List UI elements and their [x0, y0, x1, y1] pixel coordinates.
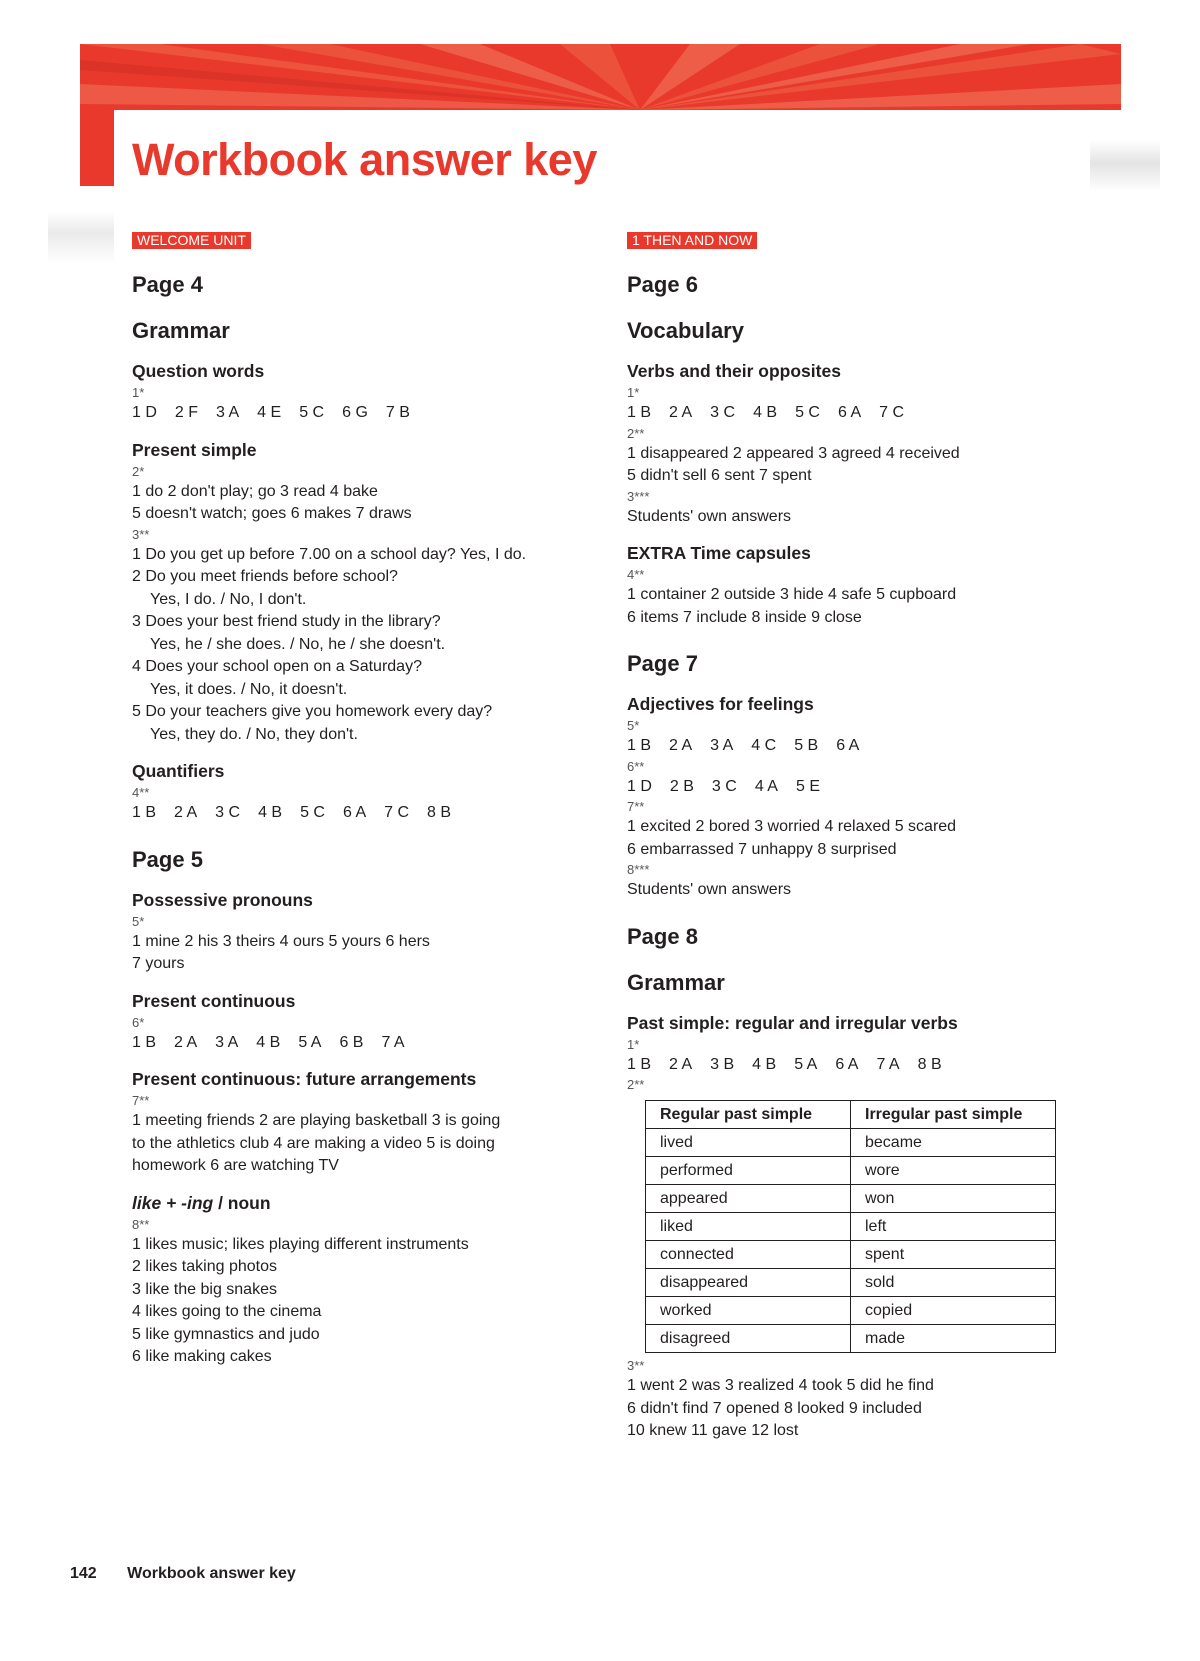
answer-line: 1 likes music; likes playing different instruments: [132, 1235, 469, 1253]
exercise-number: 8***: [627, 862, 650, 877]
table-cell: spent: [851, 1241, 1056, 1269]
answer-line: 4 likes going to the cinema: [132, 1303, 322, 1320]
right-column: [627, 232, 1097, 1443]
table-row: [646, 1297, 1056, 1325]
table-cell: performed: [646, 1157, 851, 1185]
page-heading-6: Page 6: [627, 272, 698, 297]
table-cell: disagreed: [646, 1325, 851, 1353]
exercise-number: 5*: [627, 718, 640, 733]
table-cell: appeared: [646, 1185, 851, 1213]
subheading-like-ing: like + -ing / noun: [132, 1192, 271, 1213]
answer-line: 5 didn't sell 6 sent 7 spent: [627, 467, 812, 484]
answer-line: 1 B 2 A 3 C 4 B 5 C 6 A 7 C 8 B: [132, 804, 452, 821]
answer-line: 1 B 2 A 3 C 4 B 5 C 6 A 7 C: [627, 404, 905, 421]
subheading-present-continuous: Present continuous: [132, 990, 296, 1011]
table-header: Regular past simple: [646, 1101, 851, 1129]
page-number: 142: [70, 1565, 97, 1582]
subheading-future-arrangements: Present continuous: future arrangements: [132, 1069, 477, 1089]
page-heading-5: Page 5: [132, 846, 203, 872]
table-row: [646, 1325, 1056, 1353]
table-cell: won: [851, 1185, 1056, 1213]
answer-line: 3 Does your best friend study in the library?: [132, 613, 441, 630]
table-header-row: [646, 1101, 1056, 1129]
answer-line: 1 D 2 B 3 C 4 A 5 E: [627, 777, 820, 795]
answer-line: 1 went 2 was 3 realized 4 took 5 did he find: [627, 1377, 934, 1394]
exercise-number: 1*: [132, 385, 145, 400]
table-row: [646, 1157, 1056, 1185]
subheading-quantifiers: Quantifiers: [132, 761, 225, 781]
unit-tag-welcome: WELCOME UNIT: [132, 232, 251, 249]
answer-line: 5 like gymnastics and judo: [132, 1325, 320, 1343]
answer-line: 1 container 2 outside 3 hide 4 safe 5 cupboard: [627, 586, 957, 603]
table-header: Irregular past simple: [851, 1101, 1056, 1129]
answer-line: 1 disappeared 2 appeared 3 agreed 4 received: [627, 444, 960, 462]
answer-line: 5 doesn't watch; goes 6 makes 7 draws: [132, 505, 412, 522]
subheading-present-simple: Present simple: [132, 439, 257, 460]
answer-line: homework 6 are watching TV: [132, 1157, 339, 1174]
exercise-number: 5*: [132, 913, 145, 929]
banner-rays: [80, 44, 1121, 110]
answer-line: Yes, he / she does. / No, he / she doesn't.: [150, 635, 446, 653]
answer-line: 6 embarrassed 7 unhappy 8 surprised: [627, 840, 897, 858]
answer-line: 1 D 2 F 3 A 4 E 5 C 6 G 7 B: [132, 404, 410, 421]
table-row: [646, 1213, 1056, 1241]
answer-line: 1 Do you get up before 7.00 on a school day? Yes, I do.: [132, 545, 527, 563]
answer-line: 4 Does your school open on a Saturday?: [132, 658, 422, 675]
exercise-number: 3**: [132, 526, 150, 542]
table-cell: left: [851, 1213, 1056, 1241]
subheading-question-words: Question words: [132, 361, 265, 381]
past-simple-table: [645, 1100, 1056, 1353]
subheading-possessive-pronouns: Possessive pronouns: [132, 889, 313, 910]
exercise-number: 7**: [627, 799, 645, 814]
table-cell: made: [851, 1325, 1056, 1353]
page-heading-8: Page 8: [627, 923, 698, 949]
exercise-number: 1*: [627, 1036, 640, 1052]
answer-line: Yes, I do. / No, I don't.: [150, 590, 307, 608]
exercise-number: 4**: [132, 785, 150, 800]
table-cell: disappeared: [646, 1269, 851, 1297]
answer-line: Yes, it does. / No, it doesn't.: [150, 680, 348, 698]
subheading-extra-time-capsules: EXTRA Time capsules: [627, 543, 811, 563]
table-cell: liked: [646, 1213, 851, 1241]
answer-line: 1 B 2 A 3 A 4 B 5 A 6 B 7 A: [132, 1033, 405, 1051]
page-curl-shadow-left: [48, 212, 114, 264]
exercise-number: 3***: [627, 488, 650, 504]
table-cell: copied: [851, 1297, 1056, 1325]
answer-line: 1 B 2 A 3 B 4 B 5 A 6 A 7 A 8 B: [627, 1055, 942, 1073]
answer-line: 3 like the big snakes: [132, 1280, 277, 1298]
answer-line: 5 Do your teachers give you homework every day?: [132, 703, 493, 720]
table-cell: became: [851, 1129, 1056, 1157]
exercise-number: 2*: [132, 463, 145, 479]
page-heading-7: Page 7: [627, 651, 698, 676]
header-banner: [80, 44, 1121, 110]
left-column: [132, 232, 602, 1369]
answer-line: 10 knew 11 gave 12 lost: [627, 1422, 799, 1439]
answer-line: 6 items 7 include 8 inside 9 close: [627, 608, 862, 626]
page-heading-4: Page 4: [132, 272, 203, 297]
section-heading-grammar-2: Grammar: [627, 969, 725, 995]
table-cell: lived: [646, 1129, 851, 1157]
table-row: [646, 1185, 1056, 1213]
exercise-number: 6**: [627, 758, 645, 774]
answer-line: Students' own answers: [627, 881, 792, 898]
table-row: [646, 1269, 1056, 1297]
subheading-verbs-opposites: Verbs and their opposites: [627, 361, 841, 381]
section-heading-vocabulary: Vocabulary: [627, 318, 744, 343]
table-cell: sold: [851, 1269, 1056, 1297]
exercise-number: 8**: [132, 1216, 150, 1232]
answer-line: 7 yours: [132, 955, 185, 972]
subheading-past-simple: Past simple: regular and irregular verbs: [627, 1012, 958, 1033]
table-cell: connected: [646, 1241, 851, 1269]
answer-line: 1 meeting friends 2 are playing basketball 3 is going: [132, 1112, 501, 1129]
exercise-number: 2**: [627, 1077, 645, 1092]
answer-line: Students' own answers: [627, 507, 792, 525]
answer-line: 2 likes taking photos: [132, 1258, 277, 1275]
answer-line: 2 Do you meet friends before school?: [132, 568, 398, 585]
exercise-number: 2**: [627, 425, 645, 441]
unit-tag-then-and-now: 1 THEN AND NOW: [627, 232, 757, 249]
answer-line: 1 do 2 don't play; go 3 read 4 bake: [132, 482, 378, 500]
page-curl-shadow-right: [1090, 140, 1160, 192]
answer-line: 6 like making cakes: [132, 1348, 272, 1365]
table-row: [646, 1241, 1056, 1269]
answer-line: 1 mine 2 his 3 theirs 4 ours 5 yours 6 hers: [132, 932, 430, 950]
answer-line: 1 B 2 A 3 A 4 C 5 B 6 A: [627, 737, 860, 754]
section-heading-grammar: Grammar: [132, 318, 230, 343]
footer-text: Workbook answer key: [127, 1565, 296, 1582]
exercise-number: 7**: [132, 1093, 150, 1108]
answer-line: Yes, they do. / No, they don't.: [150, 725, 358, 743]
table-cell: wore: [851, 1157, 1056, 1185]
answer-line: 6 didn't find 7 opened 8 looked 9 included: [627, 1399, 922, 1417]
exercise-number: 3**: [627, 1358, 645, 1373]
answer-line: to the athletics club 4 are making a video 5 is doing: [132, 1134, 495, 1152]
page-title: Workbook answer key: [132, 134, 597, 185]
table-row: [646, 1129, 1056, 1157]
exercise-number: 4**: [627, 567, 645, 582]
page-footer: [70, 1565, 296, 1583]
subheading-adjectives-feelings: Adjectives for feelings: [627, 694, 814, 714]
table-cell: worked: [646, 1297, 851, 1325]
title-accent-bar: [80, 110, 114, 186]
exercise-number: 1*: [627, 385, 640, 400]
exercise-number: 6*: [132, 1014, 145, 1030]
answer-line: 1 excited 2 bored 3 worried 4 relaxed 5 scared: [627, 818, 957, 835]
